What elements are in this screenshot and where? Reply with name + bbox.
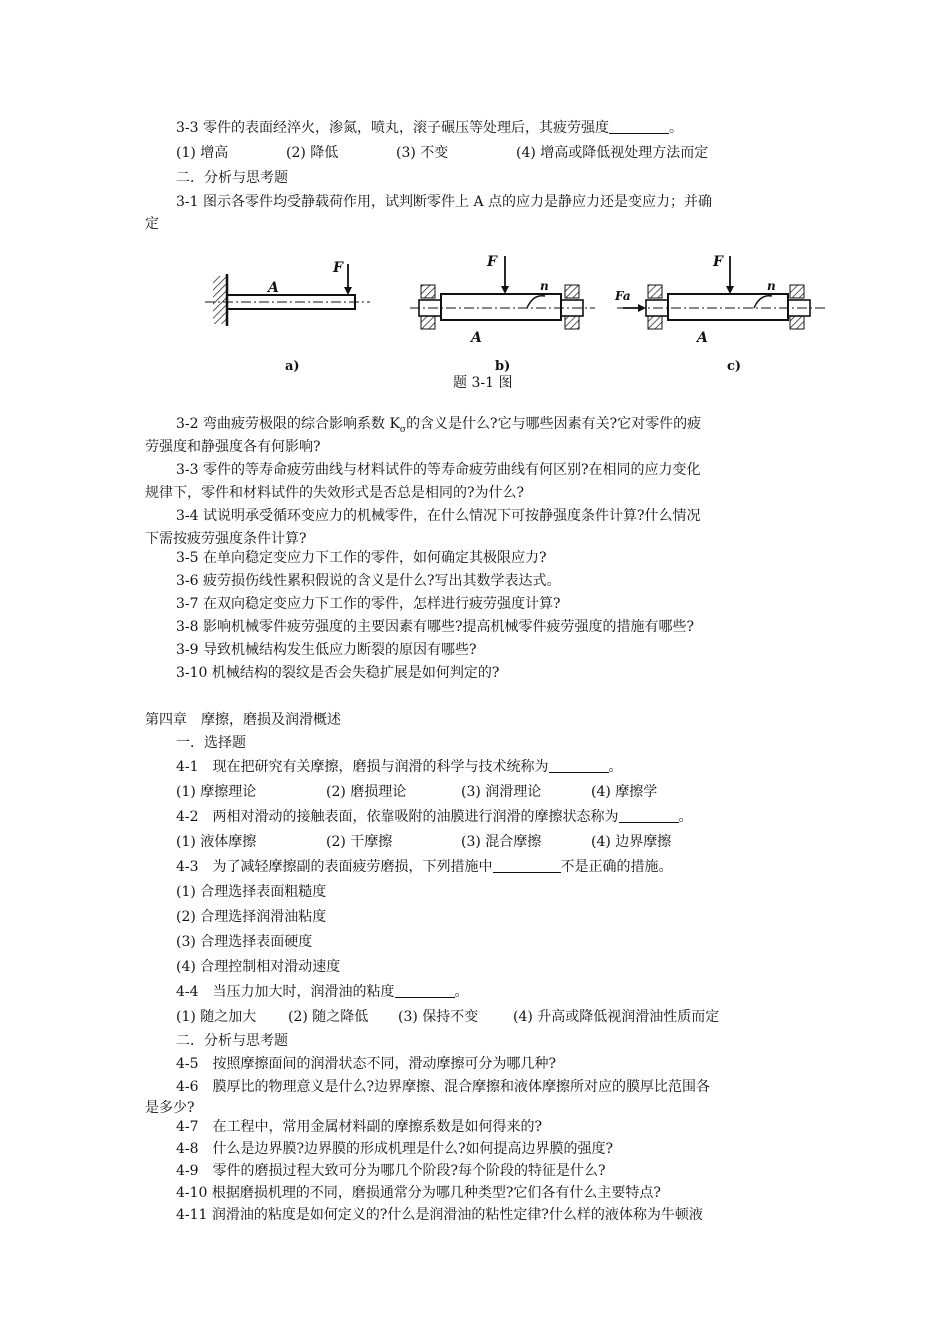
option-3: (3) 润滑理论 (461, 784, 542, 800)
option-1: (1) 随之加大 (176, 1009, 257, 1025)
label-F-b: F (487, 254, 497, 270)
question-3-3-options (176, 143, 708, 163)
sublabel-a: a) (285, 359, 300, 374)
question-4-3-option-2: (2) 合理选择润滑油粘度 (176, 909, 327, 925)
question-4-2-options (176, 832, 671, 852)
question-4-3-option-4: (4) 合理控制相对滑动速度 (176, 959, 341, 975)
question-4-3 (176, 857, 673, 877)
question-tail: 。 (678, 809, 693, 825)
answer-blank (549, 758, 609, 773)
question-3-9: 3-9 导致机械结构发生低应力断裂的原因有哪些? (176, 642, 477, 658)
option-2: (2) 降低 (286, 145, 339, 161)
question-4-1-options (176, 782, 657, 802)
label-Fa-c: Fa (615, 289, 631, 303)
option-4: (4) 增高或降低视处理方法而定 (516, 145, 709, 161)
question-3-7: 3-7 在双向稳定变应力下工作的零件，怎样进行疲劳强度计算? (176, 596, 561, 612)
option-4: (4) 升高或降低视润滑油性质而定 (513, 1009, 720, 1025)
question-3-4-line2: 下需按疲劳强度条件计算? (145, 531, 307, 547)
question-3-3-choice (176, 118, 683, 138)
label-F-c: F (713, 254, 723, 270)
label-A-c: A (697, 330, 708, 346)
option-1: (1) 摩擦理论 (176, 784, 257, 800)
question-3-1-line1: 3-1 图示各零件均受静载荷作用，试判断零件上 A 点的应力是静应力还是变应力；并确 (176, 194, 713, 210)
question-4-9: 4-9 零件的磨损过程大致可分为哪几个阶段?每个阶段的特征是什么? (176, 1163, 606, 1179)
question-3-2-line2: 劳强度和静强度各有何影响? (145, 439, 321, 455)
diagram-c-shaft-axial (614, 254, 825, 346)
question-tail: 。 (608, 759, 623, 775)
option-2: (2) 磨损理论 (326, 784, 407, 800)
answer-blank (493, 858, 561, 873)
question-4-7: 4-7 在工程中，常用金属材料副的摩擦系数是如何得来的? (176, 1119, 543, 1135)
label-F-a: F (333, 260, 343, 276)
answer-blank (395, 983, 455, 998)
question-4-5: 4-5 按照摩擦面间的润滑状态不同，滑动摩擦可分为哪几种? (176, 1056, 557, 1072)
question-3-5: 3-5 在单向稳定变应力下工作的零件，如何确定其极限应力? (176, 550, 547, 566)
question-4-11: 4-11 润滑油的粘度是如何定义的?什么是润滑油的粘性定律?什么样的液体称为牛顿液 (176, 1207, 703, 1223)
sublabel-b: b) (495, 359, 511, 374)
figure-3-1 (205, 248, 835, 378)
question-3-3-line1: 3-3 零件的等寿命疲劳曲线与材料试件的等寿命疲劳曲线有何区别?在相同的应力变化 (176, 462, 701, 478)
option-1: (1) 增高 (176, 145, 229, 161)
diagram-a-cantilever (205, 260, 370, 326)
question-4-6-line1: 4-6 膜厚比的物理意义是什么?边界摩擦、混合摩擦和液体摩擦所对应的膜厚比范围各 (176, 1079, 711, 1095)
question-4-3-option-3: (3) 合理选择表面硬度 (176, 934, 313, 950)
option-2: (2) 随之降低 (288, 1009, 369, 1025)
diagram-b-shaft (410, 254, 595, 346)
question-text: 4-2 两相对滑动的接触表面，依靠吸附的油膜进行润滑的摩擦状态称为 (176, 809, 619, 825)
question-4-10: 4-10 根据磨损机理的不同，磨损通常分为哪几种类型?它们各有什么主要特点? (176, 1185, 661, 1201)
label-A-b: A (471, 330, 482, 346)
option-3: (3) 混合摩擦 (461, 834, 542, 850)
heading-choice-4: 一．选择题 (176, 735, 246, 751)
question-4-4 (176, 982, 469, 1002)
subscript-sigma: σ (399, 424, 407, 435)
q3-2-text-a: 3-2 弯曲疲劳极限的综合影响系数 K (176, 416, 400, 432)
question-3-4-line1: 3-4 试说明承受循环变应力的机械零件，在什么情况下可按静强度条件计算?什么情况 (176, 508, 701, 524)
chapter-4-title: 第四章 摩擦，磨损及润滑概述 (145, 712, 341, 728)
question-3-10: 3-10 机械结构的裂纹是否会失稳扩展是如何判定的? (176, 665, 500, 681)
question-3-1-line2: 定 (145, 216, 159, 232)
question-4-6-line2: 是多少? (145, 1100, 195, 1116)
option-4: (4) 摩擦学 (591, 784, 658, 800)
option-3: (3) 不变 (396, 145, 449, 161)
answer-blank (609, 119, 669, 134)
label-A-a: A (268, 280, 279, 296)
heading-analysis-4: 二．分析与思考题 (176, 1033, 288, 1049)
option-3: (3) 保持不变 (398, 1009, 479, 1025)
question-3-2-line1 (176, 414, 701, 440)
question-4-2 (176, 807, 693, 827)
option-4: (4) 边界摩擦 (591, 834, 672, 850)
q3-2-text-b: 的含义是什么?它与哪些因素有关?它对零件的疲 (406, 416, 702, 432)
question-text: 3-3 零件的表面经淬火，渗氮，喷丸，滚子碾压等处理后，其疲劳强度 (176, 120, 609, 136)
question-3-8: 3-8 影响机械零件疲劳强度的主要因素有哪些?提高机械零件疲劳强度的措施有哪些? (176, 619, 695, 635)
question-3-3-line2: 规律下，零件和材料试件的失效形式是否总是相同的?为什么? (145, 485, 525, 501)
option-1: (1) 液体摩擦 (176, 834, 257, 850)
option-2: (2) 干摩擦 (326, 834, 393, 850)
question-text: 4-4 当压力加大时，润滑油的粘度 (176, 984, 395, 1000)
question-4-4-options (176, 1007, 719, 1027)
heading-analysis-3: 二．分析与思考题 (176, 170, 288, 186)
figure-caption: 题 3-1 图 (453, 375, 513, 391)
question-4-1 (176, 757, 623, 777)
sublabel-c: c) (727, 359, 742, 374)
question-tail: 不是正确的措施。 (560, 859, 673, 875)
question-text: 4-1 现在把研究有关摩擦，磨损与润滑的科学与技术统称为 (176, 759, 549, 775)
question-tail: 。 (669, 120, 683, 136)
question-4-3-option-1: (1) 合理选择表面粗糙度 (176, 884, 327, 900)
label-n-b: n (540, 279, 549, 293)
question-text: 4-3 为了减轻摩擦副的表面疲劳磨损，下列措施中 (176, 859, 493, 875)
question-4-8: 4-8 什么是边界膜?边界膜的形成机理是什么?如何提高边界膜的强度? (176, 1141, 614, 1157)
answer-blank (619, 808, 679, 823)
label-n-c: n (767, 279, 776, 293)
question-tail: 。 (454, 984, 469, 1000)
question-3-6: 3-6 疲劳损伤线性累积假说的含义是什么?写出其数学表达式。 (176, 573, 561, 589)
